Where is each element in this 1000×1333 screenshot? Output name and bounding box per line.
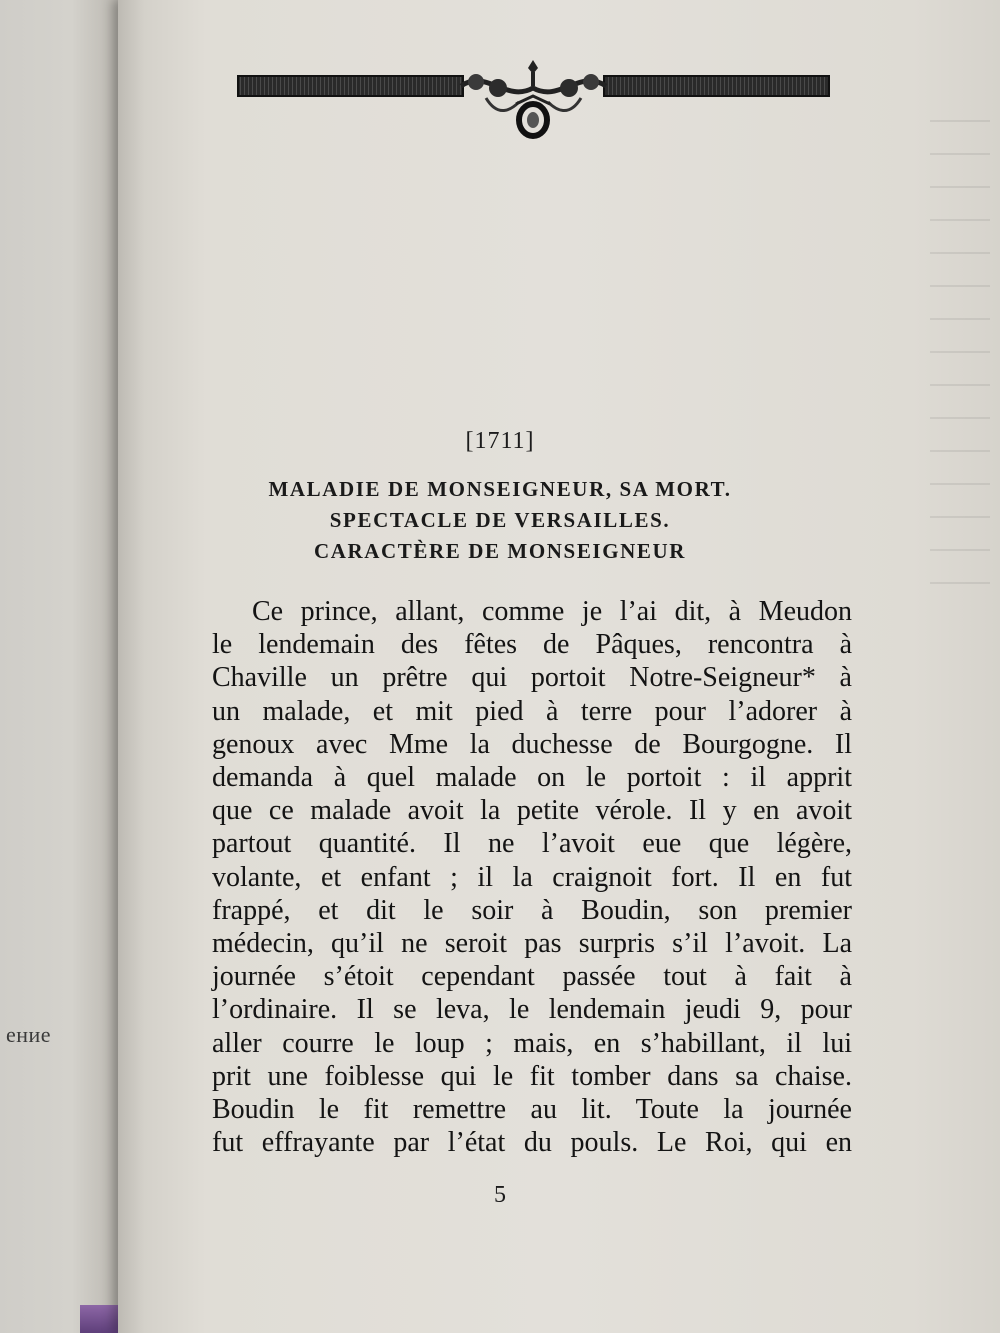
left-facing-page <box>0 0 130 1333</box>
left-page-text-fragment: ение <box>6 1022 52 1047</box>
text-line: médecin, qu’il ne seroit pas surpris s’il l’avoit. La <box>212 928 852 960</box>
page-number: 5 <box>494 1182 506 1208</box>
text-line: prit une foiblesse qui le fit tomber dans sa chaise. <box>212 1060 852 1092</box>
text-line: frappé, et dit le soir à Boudin, son premier <box>212 894 852 926</box>
chapter-title <box>0 474 1000 567</box>
text-line: volante, et enfant ; il la craignoit fort. Il en fut <box>212 861 852 893</box>
text-line: Ce prince, allant, comme je l’ai dit, à Meudon <box>252 596 852 627</box>
text-line: un malade, et mit pied à terre pour l’adorer à <box>212 695 852 727</box>
chapter-title-line: CARACTÈRE DE MONSEIGNEUR <box>313 539 687 563</box>
chapter-title-line: MALADIE DE MONSEIGNEUR, SA MORT. <box>268 477 732 501</box>
text-line: journée s’étoit cependant passée tout à fait à <box>212 961 852 993</box>
text-line: demanda à quel malade on le portoit : il apprit <box>212 762 852 794</box>
text-line: l’ordinaire. Il se leva, le lendemain jeudi 9, pour <box>212 994 852 1026</box>
text-line: fut effrayante par l’état du pouls. Le Roi, qui en <box>212 1127 852 1159</box>
text-line: le lendemain des fêtes de Pâques, rencontra à <box>212 629 852 661</box>
text-line: genoux avec Mme la duchesse de Bourgogne. Il <box>212 728 852 760</box>
text-line: partout quantité. Il ne l’avoit eue que légère, <box>212 828 852 860</box>
chapter-title-line: SPECTACLE DE VERSAILLES. <box>329 508 671 532</box>
text-line: Chaville un prêtre qui portoit Notre-Seigneur* à <box>212 662 852 694</box>
text-line: aller courre le loup ; mais, en s’habillant, il lui <box>212 1027 852 1059</box>
body-paragraph <box>212 595 852 1159</box>
text-line: Boudin le fit remettre au lit. Toute la journée <box>212 1094 852 1126</box>
text-line: que ce malade avoit la petite vérole. Il y en avoit <box>212 795 852 827</box>
floral-garland-band-icon <box>236 58 831 148</box>
year-heading: [1711] <box>465 428 535 454</box>
